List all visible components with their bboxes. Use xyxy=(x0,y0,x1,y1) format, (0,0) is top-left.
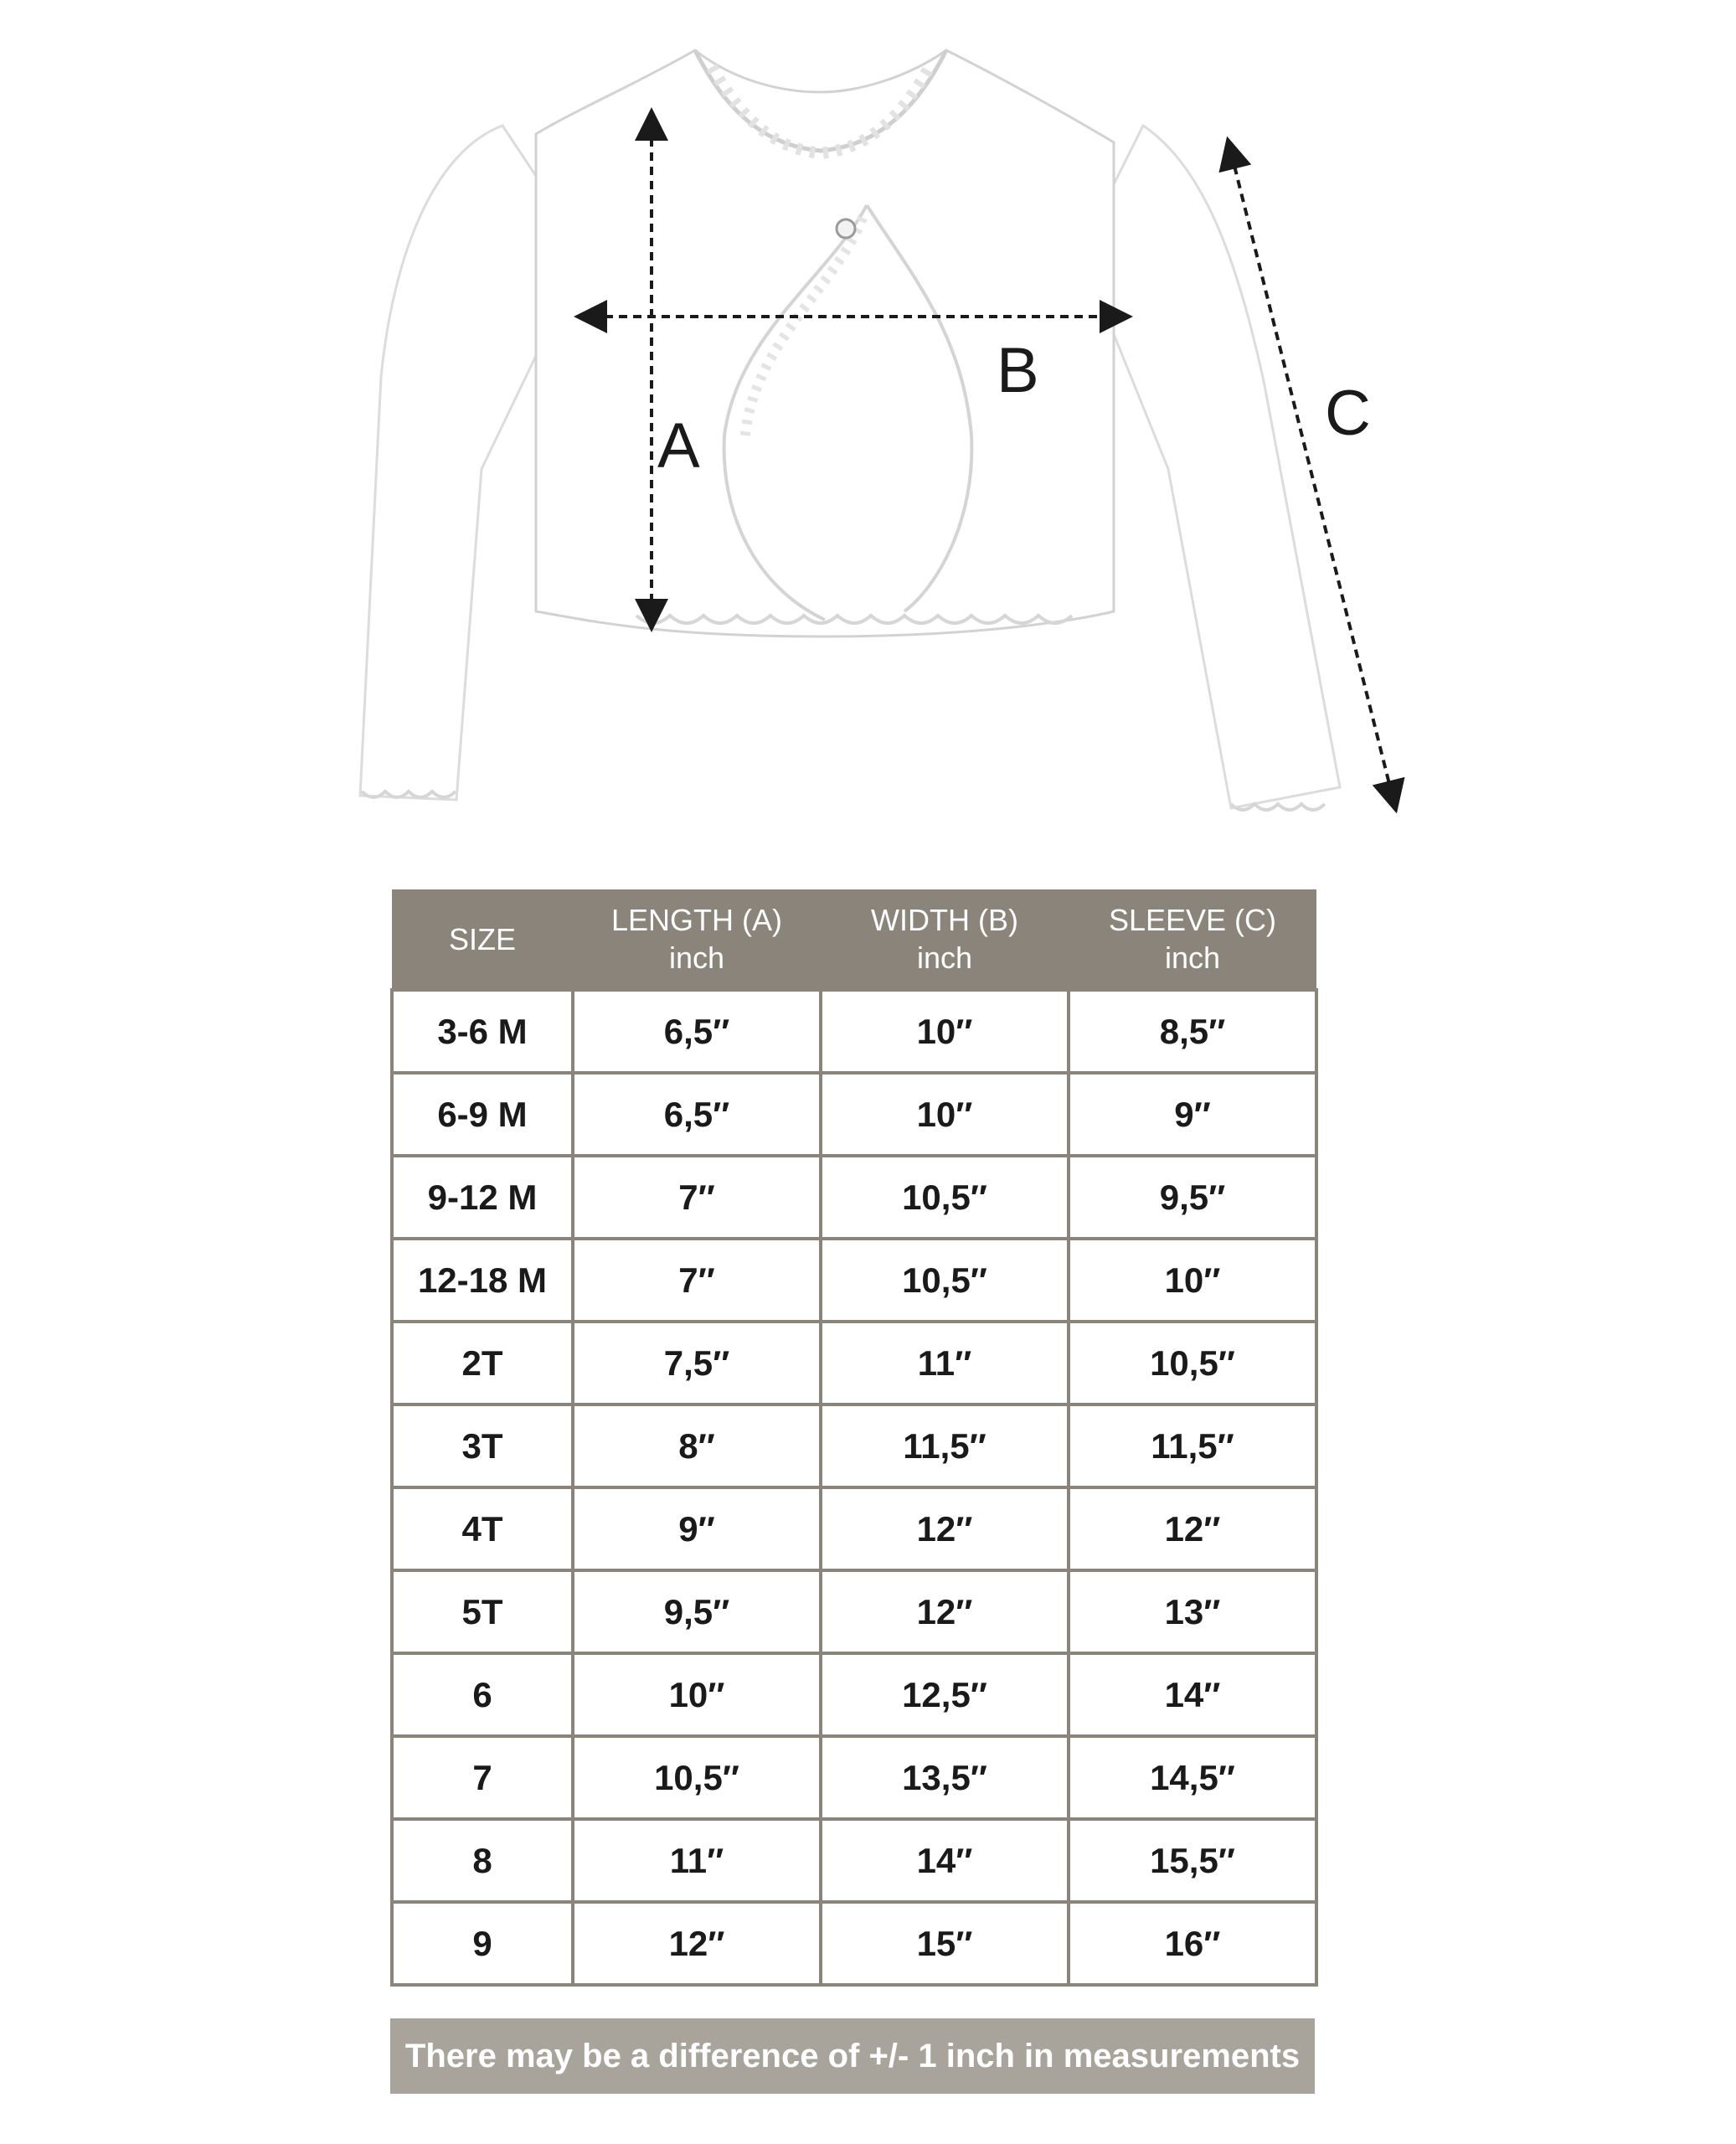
bolero-illustration xyxy=(0,0,1736,871)
header-sleeve: SLEEVE (C) inch xyxy=(1069,889,1316,990)
cell-length: 7″ xyxy=(573,1156,821,1239)
cell-size: 6 xyxy=(392,1653,573,1736)
cell-size: 12-18 M xyxy=(392,1239,573,1322)
cell-width: 10,5″ xyxy=(821,1156,1069,1239)
table-row xyxy=(392,1156,1316,1239)
cell-width: 12″ xyxy=(821,1487,1069,1570)
cell-width: 12,5″ xyxy=(821,1653,1069,1736)
cell-length: 9,5″ xyxy=(573,1570,821,1653)
header-length: LENGTH (A) inch xyxy=(573,889,821,990)
table-row xyxy=(392,1404,1316,1487)
cell-size: 8 xyxy=(392,1819,573,1902)
cell-size: 9-12 M xyxy=(392,1156,573,1239)
table-row xyxy=(392,1239,1316,1322)
cell-sleeve: 9,5″ xyxy=(1069,1156,1316,1239)
cell-size: 2T xyxy=(392,1322,573,1404)
cell-length: 10,5″ xyxy=(573,1736,821,1819)
cell-width: 10,5″ xyxy=(821,1239,1069,1322)
cell-length: 11″ xyxy=(573,1819,821,1902)
cell-width: 13,5″ xyxy=(821,1736,1069,1819)
cell-length: 8″ xyxy=(573,1404,821,1487)
table-body xyxy=(392,990,1316,1985)
cell-length: 12″ xyxy=(573,1902,821,1985)
cell-width: 10″ xyxy=(821,1073,1069,1156)
size-chart-table xyxy=(390,889,1318,1987)
garment-diagram xyxy=(0,0,1736,871)
cell-size: 3T xyxy=(392,1404,573,1487)
cell-width: 14″ xyxy=(821,1819,1069,1902)
table-row xyxy=(392,1487,1316,1570)
label-b: B xyxy=(997,335,1039,406)
cell-size: 7 xyxy=(392,1736,573,1819)
right-sleeve xyxy=(1080,126,1340,808)
cell-size: 6-9 M xyxy=(392,1073,573,1156)
cell-length: 7,5″ xyxy=(573,1322,821,1404)
cell-width: 11,5″ xyxy=(821,1404,1069,1487)
cell-length: 10″ xyxy=(573,1653,821,1736)
cell-length: 6,5″ xyxy=(573,1073,821,1156)
cell-sleeve: 15,5″ xyxy=(1069,1819,1316,1902)
cell-sleeve: 16″ xyxy=(1069,1902,1316,1985)
table-row xyxy=(392,1653,1316,1736)
cell-length: 9″ xyxy=(573,1487,821,1570)
cell-width: 12″ xyxy=(821,1570,1069,1653)
cell-sleeve: 11,5″ xyxy=(1069,1404,1316,1487)
table-row xyxy=(392,990,1316,1073)
cell-sleeve: 12″ xyxy=(1069,1487,1316,1570)
cell-sleeve: 10,5″ xyxy=(1069,1322,1316,1404)
cell-width: 11″ xyxy=(821,1322,1069,1404)
cell-sleeve: 10″ xyxy=(1069,1239,1316,1322)
header-size: SIZE xyxy=(392,889,573,990)
header-width: WIDTH (B) inch xyxy=(821,889,1069,990)
table-row xyxy=(392,1819,1316,1902)
cell-size: 3-6 M xyxy=(392,990,573,1073)
cell-sleeve: 9″ xyxy=(1069,1073,1316,1156)
cell-size: 4T xyxy=(392,1487,573,1570)
header-row xyxy=(392,889,1316,990)
measurement-disclaimer: There may be a difference of +/- 1 inch in measurements xyxy=(390,2018,1315,2094)
table-row xyxy=(392,1736,1316,1819)
table-row xyxy=(392,1322,1316,1404)
cell-length: 7″ xyxy=(573,1239,821,1322)
cell-width: 15″ xyxy=(821,1902,1069,1985)
label-a: A xyxy=(657,410,700,482)
cell-width: 10″ xyxy=(821,990,1069,1073)
cell-sleeve: 8,5″ xyxy=(1069,990,1316,1073)
cell-sleeve: 14″ xyxy=(1069,1653,1316,1736)
cell-sleeve: 14,5″ xyxy=(1069,1736,1316,1819)
label-c: C xyxy=(1325,378,1371,449)
table-row xyxy=(392,1073,1316,1156)
table-header xyxy=(392,889,1316,990)
cell-sleeve: 13″ xyxy=(1069,1570,1316,1653)
cell-length: 6,5″ xyxy=(573,990,821,1073)
table-row xyxy=(392,1902,1316,1985)
table-row xyxy=(392,1570,1316,1653)
cell-size: 5T xyxy=(392,1570,573,1653)
cell-size: 9 xyxy=(392,1902,573,1985)
button xyxy=(837,219,855,238)
